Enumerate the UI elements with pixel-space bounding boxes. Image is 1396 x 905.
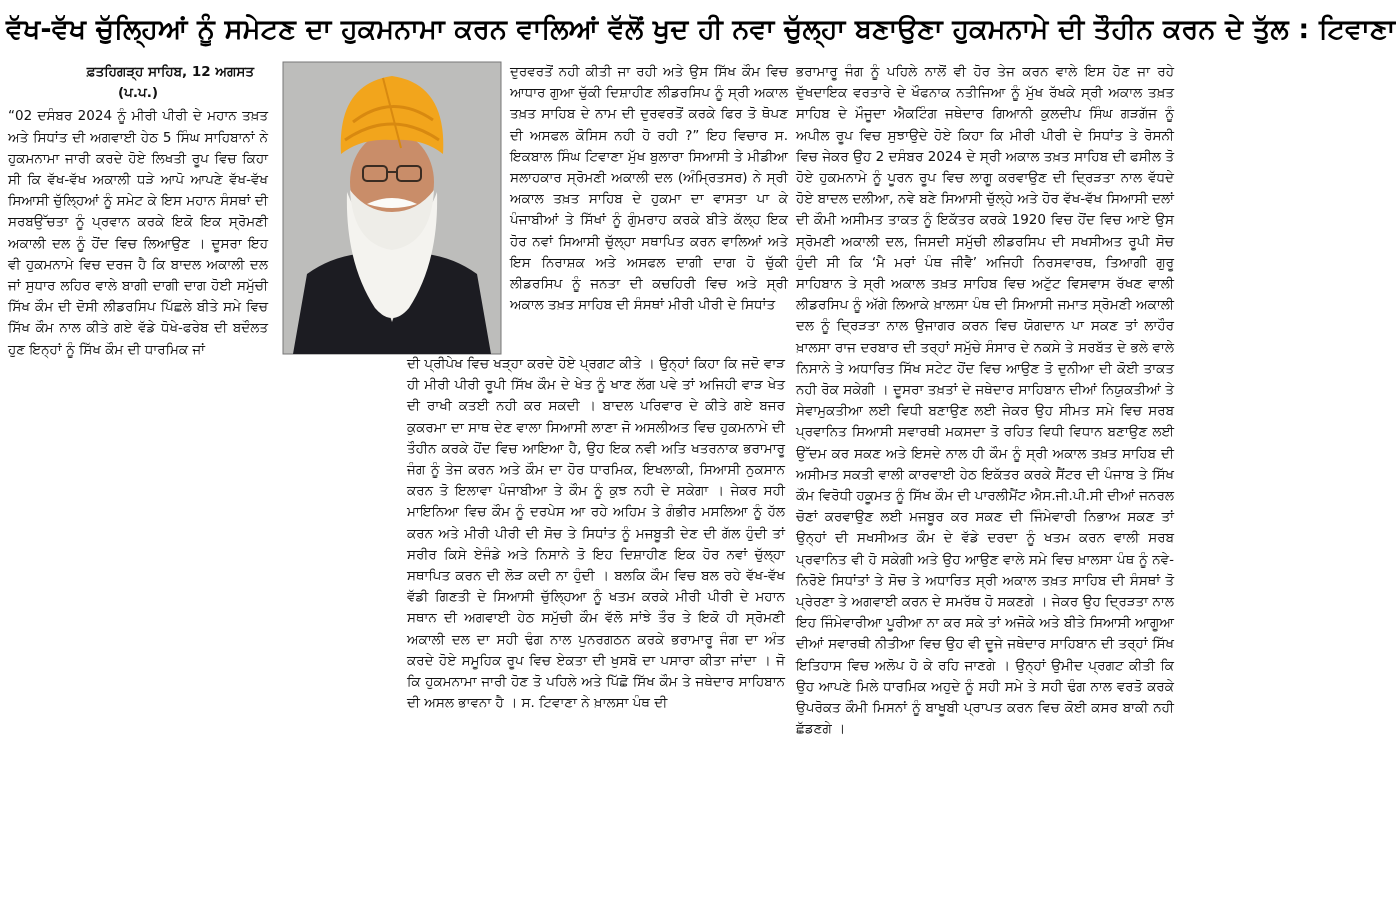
column-2-right-text: ਦੁਰਵਰਤੋਂ ਨਹੀ ਕੀਤੀ ਜਾ ਰਹੀ ਅਤੇ ਉਸ ਸਿੱਖ ਕੌਮ ਵਿਚ ਆਧਾਰ ਗੁਆ ਚੁੱਕੀ ਦਿਸ਼ਾਹੀਣ ਲੀਡਰਸਿਪ ਨੂੰ ਸ੍ਰੀ ਅਕਾਲ ਤਖ਼ਤ ਸਾਹਿਬ ਦੇ ਨਾਮ ਦੀ ਦੁਰਵਰਤੋਂ ਕਰਕੇ ਫਿਰ ਤੋ ਥੋਪਣ ਦੀ ਅਸਫਲ ਕੋਸਿਸ ਨਹੀ ਹੋ ਰਹੀ ?” ਇਹ ਵਿਚਾਰ ਸ. ਇਕਬਾਲ ਸਿੰਘ ਟਿਵਾਣਾ ਮੁੱਖ ਬੁਲਾਰਾ ਸਿਆਸੀ ਤੇ ਮੀਡੀਆ ਸਲਾਹਕਾਰ ਸ੍ਰੋਮਣੀ ਅਕਾਲੀ ਦਲ (ਅੰਮ੍ਰਿਤਸਰ) ਨੇ ਸ੍ਰੀ ਅਕਾਲ ਤਖ਼ਤ ਸਾਹਿਬ ਦੇ ਹੁਕਮਾ ਦਾ ਵਾਸਤਾ ਪਾ ਕੇ ਪੰਜਾਬੀਆਂ ਤੇ ਸਿੱਖਾਂ ਨੂੰ ਗੁੰਮਰਾਹ ਕਰਕੇ ਬੀਤੇ ਕੱਲ੍ਹ ਇਕ ਹੋਰ ਨਵਾਂ ਸਿਆਸੀ ਚੁੱਲ੍ਹਾ ਸਥਾਪਿਤ ਕਰਨ ਵਾਲਿਆਂ ਅਤੇ ਇਸ ਨਿਰਾਸ਼ਕ ਅਤੇ ਅਸਫਲ ਦਾਗੀ ਦਾਗ ਹੋ ਚੁੱਕੀ ਲੀਡਰਸਿਪ ਨੂੰ ਜਨਤਾ ਦੀ ਕਚਹਿਰੀ ਵਿਚ ਅਤੇ ਸ੍ਰੀ ਅਕਾਲ ਤਖ਼ਤ ਸਾਹਿਬ ਦੀ ਸੰਸਥਾਂ ਮੀਰੀ ਪੀਰੀ ਦੇ ਸਿਧਾਂਤ: [510, 64, 788, 314]
column-2-lower-right-text: ਦੀ ਪ੍ਰੀਪੇਖ ਵਿਚ ਖੜ੍ਹਾ ਕਰਦੇ ਹੋਏ ਪ੍ਰਗਟ ਕੀਤੇ । ਉਨ੍ਹਾਂ ਕਿਹਾ ਕਿ ਜਦੋ ਵਾੜ ਹੀ ਮੀਰੀ ਪੀਰੀ ਰੂਪੀ ਸਿੱਖ ਕੌਮ ਦੇ ਖੇਤ ਨੂੰ ਖਾਣ ਲੱਗ ਪਵੇ ਤਾਂ ਅਜਿਹੀ ਵਾੜ ਖੇਤ ਦੀ ਰਾਖੀ ਕਤਈ ਨਹੀ ਕਰ ਸਕਦੀ । ਬਾਦਲ ਪਰਿਵਾਰ ਦੇ ਕੀਤੇ ਗਏ ਬਜਰ ਕੁਕਰਮਾ ਦਾ ਸਾਥ ਦੇਣ ਵਾਲਾ ਸਿਆਸੀ ਲਾਣਾ ਜੋ ਅਸਲੀਅਤ ਵਿਚ ਹੁਕਮਨਾਮੇ ਦੀ ਤੌਹੀਨ ਕਰਕੇ ਹੋਂਦ ਵਿਚ ਆਇਆ ਹੈ, ਉਹ ਇਕ ਨਵੀ ਅਤਿ ਖਤਰਨਾਕ ਭਰਾਮਾਰੂ ਜੰਗ ਨੂੰ ਤੇਜ ਕਰਨ ਅਤੇ ਕੌਮ ਦਾ ਹੋਰ ਧਾਰਮਿਕ, ਇਖਲਾਕੀ, ਸਿਆਸੀ ਨੁਕਸਾਨ ਕਰਨ ਤੋ ਇਲਾਵਾ ਪੰਜਾਬੀਆ ਤੇ ਕੌਮ ਨੂੰ ਕੁਝ ਨਹੀ ਦੇ ਸਕੇਗਾ । ਜੇਕਰ ਸਹੀ ਮਾਇਨਿਆ ਵਿਚ ਕੌਮ ਨੂੰ ਦਰਪੇਸ ਆ ਰਹੇ ਅਹਿਮ ਤੇ ਗੰਭੀਰ ਮਸਲਿਆ ਨੂੰ ਹੱਲ ਕਰਨ ਅਤੇ ਮੀਰੀ ਪੀਰੀ ਦੀ ਸੋਚ ਤੇ ਸਿਧਾਂਤ ਨੂੰ ਮਜਬੂਤੀ ਦੇਣ ਦੀ ਗੱਲ ਹੁੰਦੀ ਤਾਂ ਸਰੀਰ ਕਿਸੇ ਏਜੰਡੇ ਅਤੇ ਨਿਸਾਨੇ ਤੋ ਇਹ ਦਿਸ਼ਾਹੀਣ ਇਕ ਹੋਰ ਨਵਾਂ ਚੁੱਲ੍ਹਾ ਸਥਾਪਿਤ ਕਰਨ ਦੀ ਲੋੜ ਕਦੀ ਨਾ ਹੁੰਦੀ । ਬਲਕਿ ਕੌਮ ਵਿਚ ਬਲ ਰਹੇ ਵੱਖ-ਵੱਖ ਵੱਡੀ ਗਿਣਤੀ ਦੇ ਸਿਆਸੀ ਚੁੱਲ੍ਹਿਆ ਨੂੰ ਖਤਮ ਕਰਕੇ ਮੀਰੀ ਪੀਰੀ ਦੇ ਮਹਾਨ ਸਥਾਨ ਦੀ ਅਗਵਾਈ ਹੇਠ ਸਮੁੱਚੀ ਕੌਮ ਵੱਲੋ ਸਾਂਝੇ ਤੌਰ ਤੇ ਇਕੋ ਹੀ ਸ੍ਰੋਮਣੀ ਅਕਾਲੀ ਦਲ ਦਾ ਸਹੀ ਢੰਗ ਨਾਲ ਪੁਨਰਗਠਨ ਕਰਕੇ ਭਰਾਮਾਰੂ ਜੰਗ ਦਾ ਅੰਤ ਕਰਦੇ ਹੋਏ ਸਮੂਹਿਕ ਰੂਪ ਵਿਚ ਏਕਤਾ ਦੀ ਖੁਸਬੋ ਦਾ ਪਸਾਰਾ ਕੀਤਾ ਜਾਂਦਾ । ਜੋ ਕਿ ਹੁਕਮਨਾਮਾ ਜਾਰੀ ਹੋਣ ਤੋ ਪਹਿਲੇ ਅਤੇ ਪਿੱਛੋ ਸਿੱਖ ਕੌਮ ਤੇ ਜਥੇਦਾਰ ਸਾਹਿਬਾਨ ਦੀ ਅਸਲ ਭਾਵਨਾ ਹੈ । ਸ. ਟਿਵਾਣਾ ਨੇ ਖ਼ਾਲਸਾ ਪੰਥ ਦੀ: [407, 356, 785, 712]
column-3-text: ਭਰਾਮਾਰੂ ਜੰਗ ਨੂੰ ਪਹਿਲੇ ਨਾਲੋਂ ਵੀ ਹੋਰ ਤੇਜ ਕਰਨ ਵਾਲੇ ਇਸ ਹੋਣ ਜਾ ਰਹੇ ਦੁੱਖਦਾਇਕ ਵਰਤਾਰੇ ਦੇ ਖੌਫਨਾਕ ਨਤੀਜਿਆ ਨੂੰ ਮੁੱਖ ਰੱਖਕੇ ਸ੍ਰੀ ਅਕਾਲ ਤਖ਼ਤ ਸਾਹਿਬ ਦੇ ਮੌਜੂਦਾ ਐਕਟਿੰਗ ਜਥੇਦਾਰ ਗਿਆਨੀ ਕੁਲਦੀਪ ਸਿੰਘ ਗੜਗੱਜ ਨੂੰ ਅਪੀਲ ਰੂਪ ਵਿਚ ਸੁਝਾਉਦੇ ਹੋਏ ਕਿਹਾ ਕਿ ਮੀਰੀ ਪੀਰੀ ਦੇ ਸਿਧਾਂਤ ਤੇ ਰੋਸਨੀ ਵਿਚ ਜੇਕਰ ਉਹ 2 ਦਸੰਬਰ 2024 ਦੇ ਸ੍ਰੀ ਅਕਾਲ ਤਖ਼ਤ ਸਾਹਿਬ ਦੀ ਫਸੀਲ ਤੋ ਹੋਏ ਹੁਕਮਨਾਮੇ ਨੂੰ ਪੂਰਨ ਰੂਪ ਵਿਚ ਲਾਗੂ ਕਰਵਾਉਣ ਦੀ ਦ੍ਰਿੜਤਾ ਨਾਲ ਵੱਧਦੇ ਹੋਏ ਬਾਦਲ ਦਲੀਆ, ਨਵੇ ਬਣੇ ਸਿਆਸੀ ਚੁੱਲ੍ਹੇ ਅਤੇ ਹੋਰ ਵੱਖ-ਵੱਖ ਸਿਆਸੀ ਦਲਾਂ ਦੀ ਕੌਮੀ ਅਸੀਮਤ ਤਾਕਤ ਨੂੰ ਇਕੱਤਰ ਕਰਕੇ 1920 ਵਿਚ ਹੋਂਦ ਵਿਚ ਆਏ ਉਸ ਸ੍ਰੋਮਣੀ ਅਕਾਲੀ ਦਲ, ਜਿਸਦੀ ਸਮੁੱਚੀ ਲੀਡਰਸਿਪ ਦੀ ਸਖਸੀਅਤ ਰੂਪੀ ਸੋਚ ਹੁੰਦੀ ਸੀ ਕਿ ‘ਮੈ ਮਰਾਂ ਪੰਥ ਜੀਵੈ’ ਅਜਿਹੀ ਨਿਰਸਵਾਰਥ, ਤਿਆਗੀ ਗੁਰੂ ਸਾਹਿਬਾਨ ਤੇ ਸ੍ਰੀ ਅਕਾਲ ਤਖ਼ਤ ਸਾਹਿਬ ਵਿਚ ਅਟੁੱਟ ਵਿਸਵਾਸ ਰੱਖਣ ਵਾਲੀ ਲੀਡਰਸਿਪ ਨੂੰ ਅੱਗੇ ਲਿਆਕੇ ਖ਼ਾਲਸਾ ਪੰਥ ਦੀ ਸਿਆਸੀ ਜਮਾਤ ਸ੍ਰੋਮਣੀ ਅਕਾਲੀ ਦਲ ਨੂੰ ਦ੍ਰਿੜਤਾ ਨਾਲ ਉਜਾਗਰ ਕਰਨ ਵਿਚ ਯੋਗਦਾਨ ਪਾ ਸਕਣ ਤਾਂ ਲਾਹੌਰ ਖ਼ਾਲਸਾ ਰਾਜ ਦਰਬਾਰ ਦੀ ਤਰ੍ਹਾਂ ਸਮੁੱਚੇ ਸੰਸਾਰ ਦੇ ਨਕਸੇ ਤੇ ਸਰਬੱਤ ਦੇ ਭਲੇ ਵਾਲੇ ਨਿਸਾਨੇ ਤੇ ਅਧਾਰਿਤ ਸਿੱਖ ਸਟੇਟ ਹੋਂਦ ਵਿਚ ਆਉਣ ਤੋ ਦੁਨੀਆ ਦੀ ਕੋਈ ਤਾਕਤ ਨਹੀ ਰੋਕ ਸਕੇਗੀ । ਦੂਸਰਾ ਤਖ਼ਤਾਂ ਦੇ ਜਥੇਦਾਰ ਸਾਹਿਬਾਨ ਦੀਆਂ ਨਿਯੁਕਤੀਆਂ ਤੇ ਸੇਵਾਮੁਕਤੀਆ ਲਈ ਵਿਧੀ ਬਣਾਉਣ ਲਈ ਜੇਕਰ ਉਹ ਸੀਮਤ ਸਮੇ ਵਿਚ ਸਰਬ ਪ੍ਰਵਾਨਿਤ ਸਿਆਸੀ ਸਵਾਰਥੀ ਮਕਸਦਾ ਤੋ ਰਹਿਤ ਵਿਧੀ ਵਿਧਾਨ ਬਣਾਉਣ ਲਈ ਉੱਦਮ ਕਰ ਸਕਣ ਅਤੇ ਇਸਦੇ ਨਾਲ ਹੀ ਕੌਮ ਨੂੰ ਸ੍ਰੀ ਅਕਾਲ ਤਖ਼ਤ ਸਾਹਿਬ ਦੀ ਅਸੀਮਤ ਸਕਤੀ ਵਾਲੀ ਕਾਰਵਾਈ ਹੇਠ ਇਕੱਤਰ ਕਰਕੇ ਸੈਂਟਰ ਦੀ ਪੰਜਾਬ ਤੇ ਸਿੱਖ ਕੌਮ ਵਿਰੋਧੀ ਹਕੂਮਤ ਨੂੰ ਸਿੱਖ ਕੌਮ ਦੀ ਪਾਰਲੀਮੈਂਟ ਐਸ.ਜੀ.ਪੀ.ਸੀ ਦੀਆਂ ਜਨਰਲ ਚੋਣਾਂ ਕਰਵਾਉਣ ਲਈ ਮਜਬੂਰ ਕਰ ਸਕਣ ਦੀ ਜਿੰਮੇਵਾਰੀ ਨਿਭਾਅ ਸਕਣ ਤਾਂ ਉਨ੍ਹਾਂ ਦੀ ਸਖਸੀਅਤ ਕੌਮ ਦੇ ਵੱਡੇ ਦਰਦਾ ਨੂੰ ਖਤਮ ਕਰਨ ਵਾਲੀ ਸਰਬ ਪ੍ਰਵਾਨਿਤ ਵੀ ਹੋ ਸਕੇਗੀ ਅਤੇ ਉਹ ਆਉਣ ਵਾਲੇ ਸਮੇ ਵਿਚ ਖ਼ਾਲਸਾ ਪੰਥ ਨੂੰ ਨਵੇ-ਨਿਰੋਏ ਸਿਧਾਂਤਾਂ ਤੇ ਸੋਚ ਤੇ ਅਧਾਰਿਤ ਸ੍ਰੀ ਅਕਾਲ ਤਖ਼ਤ ਸਾਹਿਬ ਦੀ ਸੰਸਥਾਂ ਤੋ ਪ੍ਰੇਰਣਾ ਤੇ ਅਗਵਾਈ ਕਰਨ ਦੇ ਸਮਰੱਥ ਹੋ ਸਕਣਗੇ । ਜੇਕਰ ਉਹ ਦ੍ਰਿੜਤਾ ਨਾਲ ਇਹ ਜਿੰਮੇਵਾਰੀਆ ਪੂਰੀਆ ਨਾ ਕਰ ਸਕੇ ਤਾਂ ਅਜੋਕੇ ਅਤੇ ਬੀਤੇ ਸਿਆਸੀ ਆਗੂਆ ਦੀਆਂ ਸਵਾਰਥੀ ਨੀਤੀਆ ਵਿਚ ਉਹ ਵੀ ਦੂਜੇ ਜਥੇਦਾਰ ਸਾਹਿਬਾਨ ਦੀ ਤਰ੍ਹਾਂ ਸਿੱਖ ਇਤਿਹਾਸ ਵਿਚ ਅਲੋਪ ਹੋ ਕੇ ਰਹਿ ਜਾਣਗੇ । ਉਨ੍ਹਾਂ ਉਮੀਦ ਪ੍ਰਗਟ ਕੀਤੀ ਕਿ ਉਹ ਆਪਣੇ ਮਿਲੇ ਧਾਰਮਿਕ ਅਹੁਦੇ ਨੂੰ ਸਹੀ ਸਮੇ ਤੇ ਸਹੀ ਢੰਗ ਨਾਲ ਵਰਤੋ ਕਰਕੇ ਉਪਰੋਕਤ ਕੌਮੀ ਮਿਸਨਾਂ ਨੂੰ ਬਾਖੂਬੀ ਪ੍ਰਾਪਤ ਕਰਨ ਵਿਚ ਕੋਈ ਕਸਰ ਬਾਕੀ ਨਹੀ ਛੱਡਣਗੇ ।: [796, 64, 1174, 738]
headline: ਵੱਖ-ਵੱਖ ਚੁੱਲ੍ਹਿਆਂ ਨੂੰ ਸਮੇਟਣ ਦਾ ਹੁਕਮਨਾਮਾ ਕਰਨ ਵਾਲਿਆਂ ਵੱਲੋਂ ਖੁਦ ਹੀ ਨਵਾ ਚੁੱਲ੍ਹਾ ਬਣਾਉਣਾ ਹੁਕਮਨਾਮੇ ਦੀ ਤੌਹੀਨ ਕਰਨ ਦੇ ਤੁੱਲ : ਟਿਵਾਣਾ: [6, 14, 1396, 45]
dateline: ਫ਼ਤਹਿਗੜ੍ਹ ਸਾਹਿਬ, 12 ਅਗਸਤ: [86, 64, 254, 80]
agency-credit: (ਪ.ਪ.): [117, 85, 158, 102]
article-column-2: [283, 62, 788, 722]
article-column-3: [796, 62, 1174, 738]
column-2-right-block: [510, 62, 788, 354]
portrait-photo: [283, 62, 501, 354]
article-column-1: [8, 62, 268, 358]
column-1-text: “02 ਦਸੰਬਰ 2024 ਨੂੰ ਮੀਰੀ ਪੀਰੀ ਦੇ ਮਹਾਨ ਤਖ਼ਤ ਅਤੇ ਸਿਧਾਂਤ ਦੀ ਅਗਵਾਈ ਹੇਠ 5 ਸਿੰਘ ਸਾਹਿਬਾਨਾਂ ਨੇ ਹੁਕਮਨਾਮਾ ਜਾਰੀ ਕਰਦੇ ਹੋਏ ਲਿਖਤੀ ਰੂਪ ਵਿਚ ਕਿਹਾ ਸੀ ਕਿ ਵੱਖ-ਵੱਖ ਅਕਾਲੀ ਧੜੇ ਆਪੋ ਆਪਣੇ ਵੱਖ-ਵੱਖ ਸਿਆਸੀ ਚੁੱਲ੍ਹਿਆਂ ਨੂੰ ਸਮੇਟ ਕੇ ਇਸ ਮਹਾਨ ਸੰਸਥਾਂ ਦੀ ਸਰਬਉੱਚਤਾ ਨੂੰ ਪ੍ਰਵਾਨ ਕਰਕੇ ਇਕੋ ਇਕ ਸ੍ਰੋਮਣੀ ਅਕਾਲੀ ਦਲ ਨੂੰ ਹੋਂਦ ਵਿਚ ਲਿਆਉਣ । ਦੂਸਰਾ ਇਹ ਵੀ ਹੁਕਮਨਾਮੇ ਵਿਚ ਦਰਜ ਹੈ ਕਿ ਬਾਦਲ ਅਕਾਲੀ ਦਲ ਜਾਂ ਸੁਧਾਰ ਲਹਿਰ ਵਾਲੇ ਬਾਗੀ ਦਾਗੀ ਦਾਗ ਹੋਈ ਸਮੁੱਚੀ ਸਿੱਖ ਕੌਮ ਦੀ ਦੋਸੀ ਲੀਡਰਸਿਪ ਪਿੱਛਲੇ ਬੀਤੇ ਸਮੇ ਵਿਚ ਸਿੱਖ ਕੌਮ ਨਾਲ ਕੀਤੇ ਗਏ ਵੱਡੇ ਧੋਖੇ-ਫਰੇਬ ਦੀ ਬਦੌਲਤ ਹੁਣ ਇਨ੍ਹਾਂ ਨੂੰ ਸਿੱਖ ਕੌਮ ਦੀ ਧਾਰਮਿਕ ਜਾਂ: [8, 108, 268, 358]
